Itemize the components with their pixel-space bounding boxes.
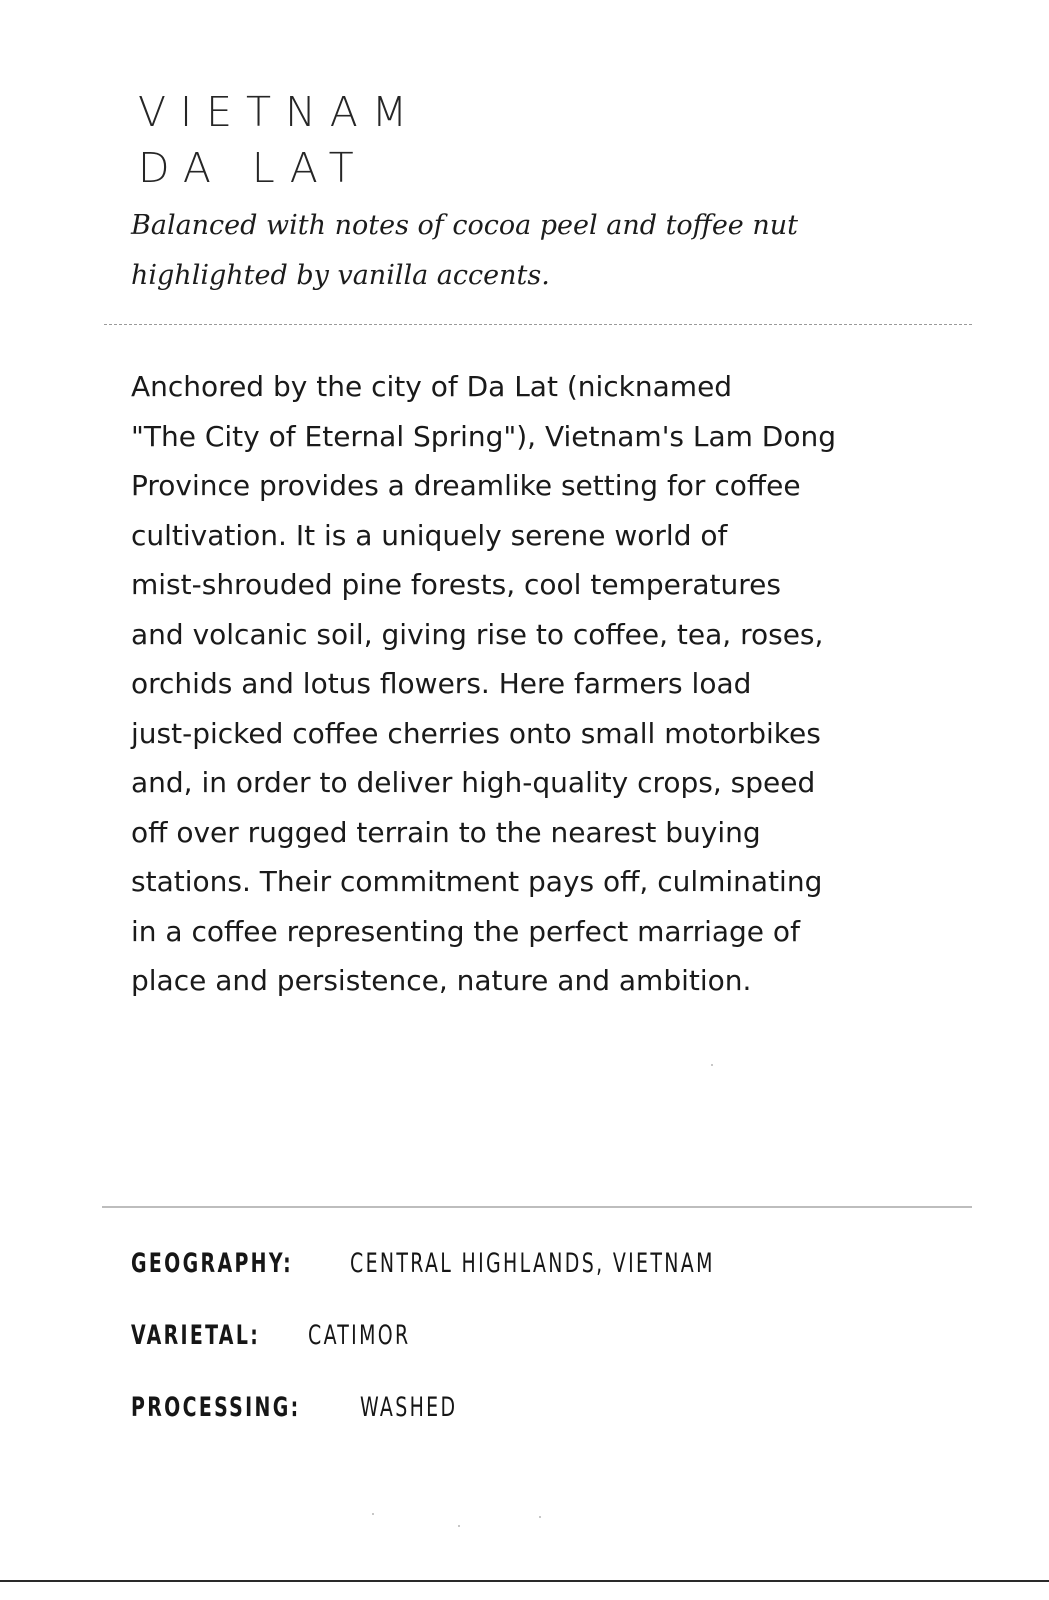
description-line: and volcanic soil, giving rise to coffee, tea, roses,: [131, 617, 824, 651]
scan-speck: [372, 1513, 374, 1515]
description-line: mist-shrouded pine forests, cool temperatures: [131, 568, 781, 601]
description-line: place and persistence, nature and ambition.: [131, 964, 752, 997]
spec-geography: [131, 1246, 991, 1282]
description-line: "The City of Eternal Spring"), Vietnam's Lam Dong: [131, 419, 837, 453]
tasting-notes-line: highlighted by vanilla accents.: [131, 260, 550, 291]
description-line: and, in order to deliver high-quality crops, speed: [131, 766, 816, 799]
coffee-specs: [131, 1246, 991, 1462]
scan-speck: [711, 1064, 713, 1066]
description-line: in a coffee representing the perfect marriage of: [131, 914, 800, 948]
description-line: off over rugged terrain to the nearest buying: [131, 815, 761, 849]
spec-varietal-label: VARIETAL:: [131, 1320, 270, 1351]
tasting-notes: [131, 201, 951, 301]
spec-varietal: [131, 1318, 991, 1354]
spec-varietal-value: CATIMOR: [308, 1320, 411, 1351]
origin-description: [131, 362, 961, 1006]
description-line: Province provides a dreamlike setting for coffee: [131, 469, 801, 502]
spec-processing-label: PROCESSING:: [131, 1392, 310, 1423]
divider-top: [104, 324, 972, 325]
spec-processing: [131, 1390, 991, 1426]
description-line: stations. Their commitment pays off, culminating: [131, 865, 823, 898]
spec-geography-value: CENTRAL HIGHLANDS, VIETNAM: [350, 1248, 715, 1279]
spec-geography-label: GEOGRAPHY:: [131, 1248, 302, 1279]
scan-speck: [458, 1525, 460, 1527]
title-region: DA LAT: [138, 144, 368, 192]
description-line: orchids and lotus flowers. Here farmers load: [131, 667, 752, 700]
coffee-title: [138, 84, 421, 196]
description-line: cultivation. It is a uniquely serene world of: [131, 518, 728, 552]
description-line: Anchored by the city of Da Lat (nicknamed: [131, 370, 733, 403]
card-bottom-edge: [0, 1580, 1049, 1582]
spec-processing-value: WASHED: [359, 1392, 458, 1423]
divider-bottom: [102, 1206, 972, 1208]
title-country: VIETNAM: [138, 88, 422, 136]
tasting-notes-line: Balanced with notes of cocoa peel and toffee nut: [131, 210, 798, 241]
description-line: just-picked coffee cherries onto small motorbikes: [131, 716, 821, 750]
scan-speck: [539, 1516, 541, 1518]
